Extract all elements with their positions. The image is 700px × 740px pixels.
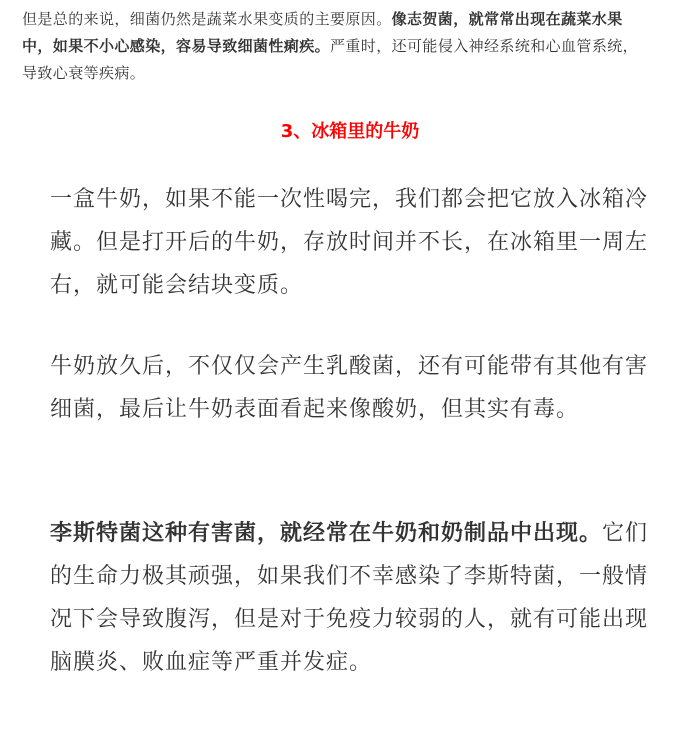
section-heading: 3、冰箱里的牛奶 [280, 121, 420, 142]
intro-paragraph [22, 6, 652, 87]
intro-bold-text: 像志贺菌，就常常出现在蔬菜水果中，如果不小心感染，容易导致细菌性痢疾。 [22, 10, 623, 55]
listeria-bold-text: 李斯特菌这种有害菌，就经常在牛奶和奶制品中出现。 [50, 521, 603, 546]
intro-tail-text: 严重时，还可能侵入神经系统和心血管系统，导致心衰等疾病。 [22, 37, 639, 82]
listeria-rest-text: 它们的生命力极其顽强，如果我们不幸感染了李斯特菌，一般情况下会导致腹泻，但是对于免疫力较弱的人，就有可能出现脑膜炎、败血症等严重并发症。 [50, 521, 649, 675]
paragraph-milk-bacteria: 牛奶放久后，不仅仅会产生乳酸菌，还有可能带有其他有害细菌，最后让牛奶表面看起来像酸奶，但其实有毒。 [50, 354, 649, 422]
paragraph-milk-storage: 一盒牛奶，如果不能一次性喝完，我们都会把它放入冰箱冷藏。但是打开后的牛奶，存放时间并不长，在冰箱里一周左右，就可能会结块变质。 [50, 187, 649, 298]
paragraph-listeria [50, 512, 650, 684]
intro-lead-text: 但是总的来说，细菌仍然是蔬菜水果变质的主要原因。 [22, 10, 392, 28]
